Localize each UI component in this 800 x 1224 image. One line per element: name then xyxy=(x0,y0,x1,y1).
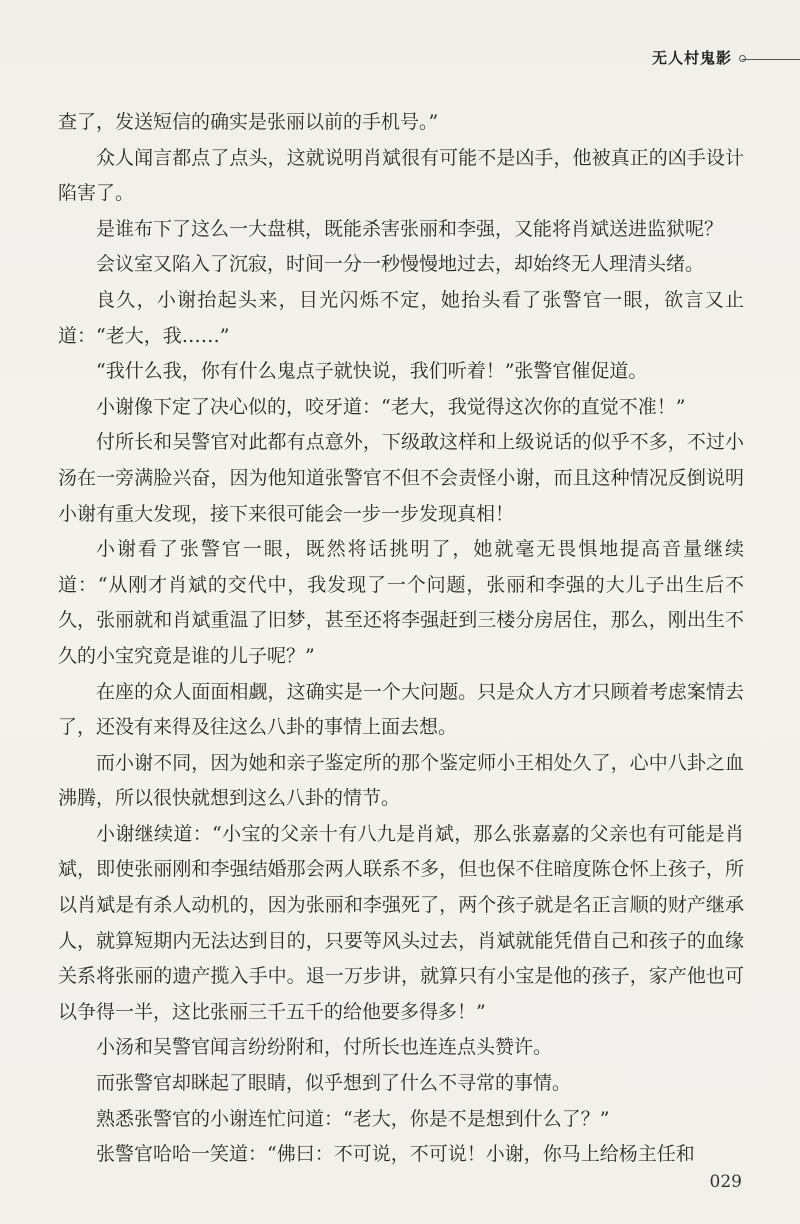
paragraph: 付所长和吴警官对此都有点意外，下级敢这样和上级说话的似乎不多，不过小汤在一旁满脸兴奋，因为他知道张警官不但不会责怪小谢，而且这种情况反倒说明小谢有重大发现，接下来很可能会一步一步发现真相！ xyxy=(58,431,744,525)
paragraph: 查了，发送短信的确实是张丽以前的手机号。” xyxy=(58,111,439,133)
paragraph: 在座的众人面面相觑，这确实是一个大问题。只是众人方才只顾着考虑案情去了，还没有来得及往这么八卦的事情上面去想。 xyxy=(58,680,744,739)
body-text xyxy=(58,105,744,1173)
header-rule xyxy=(742,59,800,60)
paragraph: 小谢继续道：“小宝的父亲十有八九是肖斌，那么张嘉嘉的父亲也有可能是肖斌，即使张丽刚和李强结婚那会两人联系不多，但也保不住暗度陈仓怀上孩子，所以肖斌是有杀人动机的，因为张丽和李强死了，两个孩子就是名正言顺的财产继承人，就算短期内无法达到目的，只要等风头过去，肖斌就能凭借自己和孩子的血缘关系将张丽的遗产揽入手中。退一万步讲，就算只有小宝是他的孩子，家产他也可以争得一半，这比张丽三千五千的给他要多得多！” xyxy=(58,822,744,1023)
paragraph: 小汤和吴警官闻言纷纷附和，付所长也连连点头赞许。 xyxy=(96,1036,553,1059)
paragraph: 而小谢不同，因为她和亲子鉴定所的那个鉴定师小王相处久了，心中八卦之血沸腾，所以很快就想到这么八卦的情节。 xyxy=(58,751,744,810)
paragraph: 良久，小谢抬起头来，目光闪烁不定，她抬头看了张警官一眼，欲言又止道：“老大，我……” xyxy=(58,288,744,347)
paragraph: 是谁布下了这么一大盘棋，既能杀害张丽和李强，又能将肖斌送进监狱呢？ xyxy=(96,217,724,240)
paragraph: 小谢像下定了决心似的，咬牙道：“老大，我觉得这次你的直觉不准！” xyxy=(96,395,686,418)
paragraph: 会议室又陷入了沉寂，时间一分一秒慢慢地过去，却始终无人理清头绪。 xyxy=(96,253,705,276)
paragraph: “我什么我，你有什么鬼点子就快说，我们听着！”张警官催促道。 xyxy=(96,360,648,383)
page-number: 029 xyxy=(709,1172,742,1192)
running-title: 无人村鬼影 xyxy=(651,49,732,67)
page-header xyxy=(0,44,800,74)
paragraph: 众人闻言都点了点头，这就说明肖斌很有可能不是凶手，他被真正的凶手设计陷害了。 xyxy=(58,146,744,205)
paragraph: 熟悉张警官的小谢连忙问道：“老大，你是不是想到什么了？” xyxy=(96,1107,610,1130)
paragraph: 而张警官却眯起了眼睛，似乎想到了什么不寻常的事情。 xyxy=(96,1072,572,1095)
paragraph: 张警官哈哈一笑道：“佛曰：不可说，不可说！小谢，你马上给杨主任和 xyxy=(96,1143,695,1166)
paragraph: 小谢看了张警官一眼，既然将话挑明了，她就毫无畏惧地提高音量继续道：“从刚才肖斌的交代中，我发现了一个问题，张丽和李强的大儿子出生后不久，张丽就和肖斌重温了旧梦，甚至还将李强赶到三楼分房居住，那么，刚出生不久的小宝究竟是谁的儿子呢？” xyxy=(58,538,744,667)
